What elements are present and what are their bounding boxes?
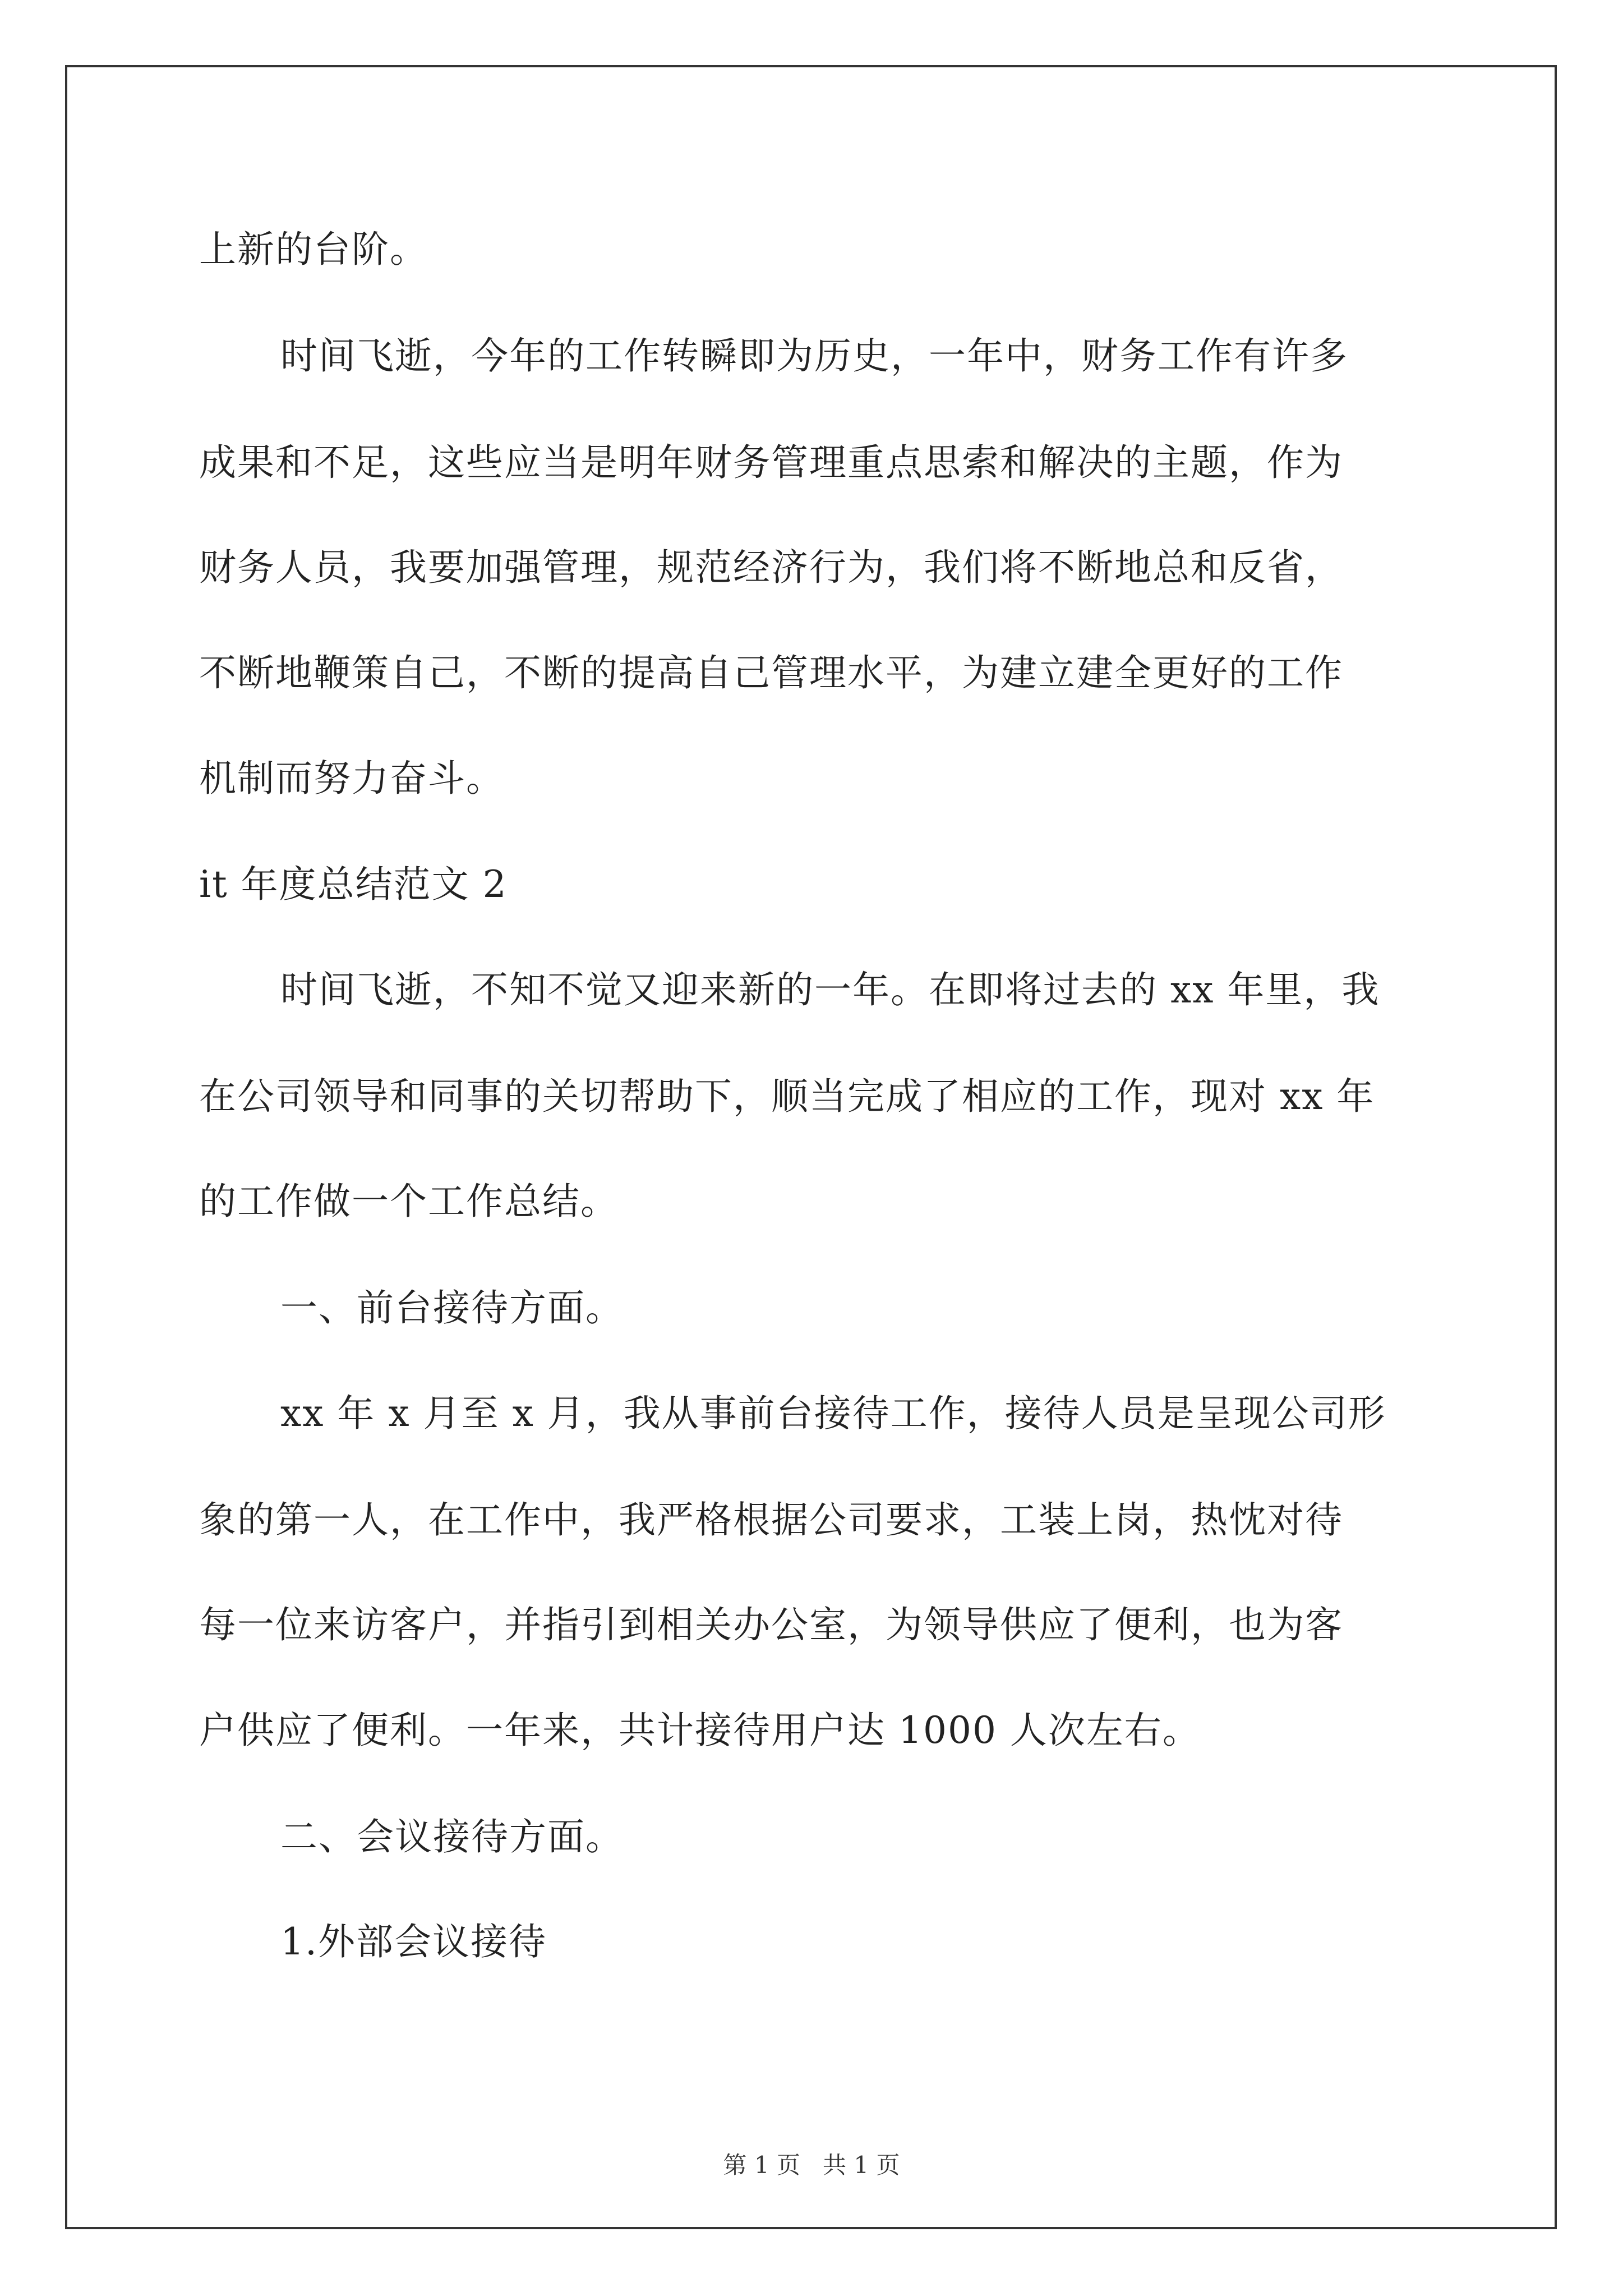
subheading-line: 二、会议接待方面。 bbox=[280, 1815, 624, 1858]
paragraph-line: 的工作做一个工作总结。 bbox=[199, 1180, 619, 1223]
paragraph-line: 机制而努力奋斗。 bbox=[199, 757, 504, 800]
paragraph-line: 成果和不足，这些应当是明年财务管理重点思索和解决的主题，作为 bbox=[199, 441, 1343, 484]
paragraph-line: 财务人员，我要加强管理，规范经济行为，我们将不断地总和反省， bbox=[199, 546, 1343, 589]
paragraph-line: 在公司领导和同事的关切帮助下，顺当完成了相应的工作，现对 xx 年 bbox=[199, 1075, 1375, 1118]
paragraph-line: 象的第一人，在工作中，我严格根据公司要求，工装上岗，热忱对待 bbox=[199, 1498, 1343, 1542]
paragraph-line: xx 年 x 月至 x 月，我从事前台接待工作，接待人员是呈现公司形 bbox=[280, 1392, 1386, 1435]
paragraph-line: 时间飞逝，今年的工作转瞬即为历史，一年中，财务工作有许多 bbox=[280, 334, 1348, 378]
subheading-line: 一、前台接待方面。 bbox=[280, 1286, 624, 1329]
paragraph-line: 每一位来访客户，并指引到相关办公室，为领导供应了便利，也为客 bbox=[199, 1603, 1343, 1646]
paragraph-line: 时间飞逝，不知不觉又迎来新的一年。在即将过去的 xx 年里，我 bbox=[280, 968, 1380, 1011]
subheading-line: 1.外部会议接待 bbox=[280, 1920, 547, 1963]
page-border bbox=[65, 65, 1557, 2229]
page-footer: 第 1 页 共 1 页 bbox=[723, 2151, 900, 2179]
paragraph-line: 户供应了便利。一年来，共计接待用户达 1000 人次左右。 bbox=[199, 1709, 1201, 1752]
paragraph-line: 不断地鞭策自己，不断的提高自己管理水平，为建立建全更好的工作 bbox=[199, 651, 1343, 694]
paragraph-line: 上新的台阶。 bbox=[199, 228, 428, 271]
section-heading: it 年度总结范文 2 bbox=[199, 863, 508, 906]
